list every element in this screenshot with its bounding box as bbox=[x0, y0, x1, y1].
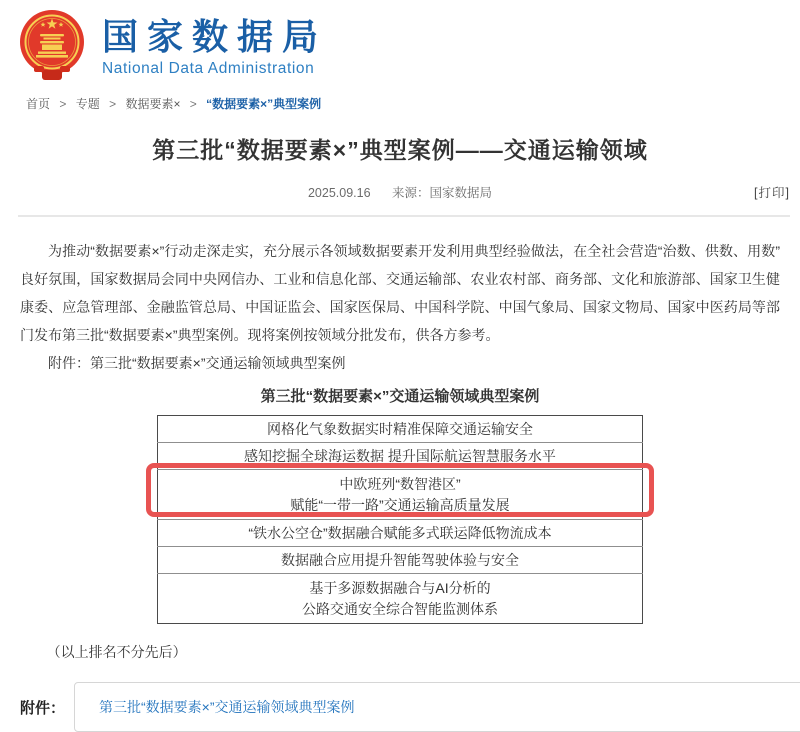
table-row-highlighted bbox=[158, 470, 643, 520]
case-table-container bbox=[157, 415, 643, 624]
attachment-link[interactable]: 第三批“数据要素×”交通运输领域典型案例 bbox=[99, 699, 355, 715]
breadcrumb-current[interactable]: “数据要素×”典型案例 bbox=[206, 97, 322, 111]
case-line: 赋能“一带一路”交通运输高质量发展 bbox=[290, 496, 510, 513]
breadcrumb-separator: > bbox=[189, 97, 197, 111]
breadcrumb-home[interactable]: 首页 bbox=[26, 97, 51, 111]
attachment-mention-line: 附件：第三批“数据要素×”交通运输领域典型案例 bbox=[48, 355, 346, 371]
table-row bbox=[158, 443, 643, 470]
national-emblem-icon bbox=[16, 8, 88, 87]
case-line: 基于多源数据融合与AI分析的 bbox=[309, 579, 491, 596]
brand-title-en: National Data Administration bbox=[102, 59, 315, 77]
table-row bbox=[158, 547, 643, 574]
breadcrumb-separator: > bbox=[59, 97, 67, 111]
attachment-box bbox=[74, 682, 800, 732]
table-row bbox=[158, 520, 643, 547]
case-table bbox=[157, 415, 643, 624]
attachment-section bbox=[20, 682, 800, 732]
case-cell: “铁水公空仓”数据融合赋能多式联运降低物流成本 bbox=[158, 520, 643, 547]
table-row bbox=[158, 574, 643, 624]
breadcrumb bbox=[26, 95, 800, 112]
breadcrumb-data-element[interactable]: 数据要素× bbox=[125, 97, 181, 111]
case-cell: 网格化气象数据实时精准保障交通运输安全 bbox=[158, 416, 643, 443]
print-button[interactable]: [打印] bbox=[754, 186, 790, 200]
breadcrumb-topics[interactable]: 专题 bbox=[75, 97, 100, 111]
case-cell: 数据融合应用提升智能驾驶体验与安全 bbox=[158, 547, 643, 574]
source-label: 来源：国家数据局 bbox=[392, 186, 493, 200]
case-line: 公路交通安全综合智能监测体系 bbox=[302, 600, 498, 617]
case-table-caption: 第三批“数据要素×”交通运输领域典型案例 bbox=[260, 388, 540, 405]
breadcrumb-separator: > bbox=[109, 97, 117, 111]
publish-date: 2025.09.16 bbox=[307, 186, 371, 200]
page-title: 第三批“数据要素×”典型案例——交通运输领域 bbox=[152, 137, 648, 163]
brand-text[interactable] bbox=[102, 17, 327, 78]
case-cell bbox=[158, 574, 643, 624]
table-row bbox=[158, 416, 643, 443]
case-cell bbox=[158, 470, 643, 520]
rank-note: （以上排名不分先后） bbox=[46, 644, 187, 660]
article-meta bbox=[0, 183, 800, 201]
article-body bbox=[0, 217, 800, 377]
case-line: 中欧班列“数智港区” bbox=[339, 475, 461, 492]
body-paragraph: 为推动“数据要素×”行动走深走实，充分展示各领域数据要素开发利用典型经验做法，在全社会营造“治数、供数、用数”良好氛围，国家数据局会同中央网信办、工业和信息化部、交通运输部、农业农村部、商务部、文化和旅游部、国家卫生健康委、应急管理部、金融监管总局、中国证监会、国家医保局、中国科学院、中国气象局、国家文物局、国家中医药局等部门发布第三批“数据要素×”典型案例。现将案例按领域分批发布，供各方参考。 bbox=[20, 243, 780, 343]
site-header bbox=[0, 0, 800, 87]
attachment-label: 附件： bbox=[20, 700, 66, 717]
case-cell: 感知挖掘全球海运数据 提升国际航运智慧服务水平 bbox=[158, 443, 643, 470]
brand-title-cn: 国家数据局 bbox=[102, 16, 328, 58]
